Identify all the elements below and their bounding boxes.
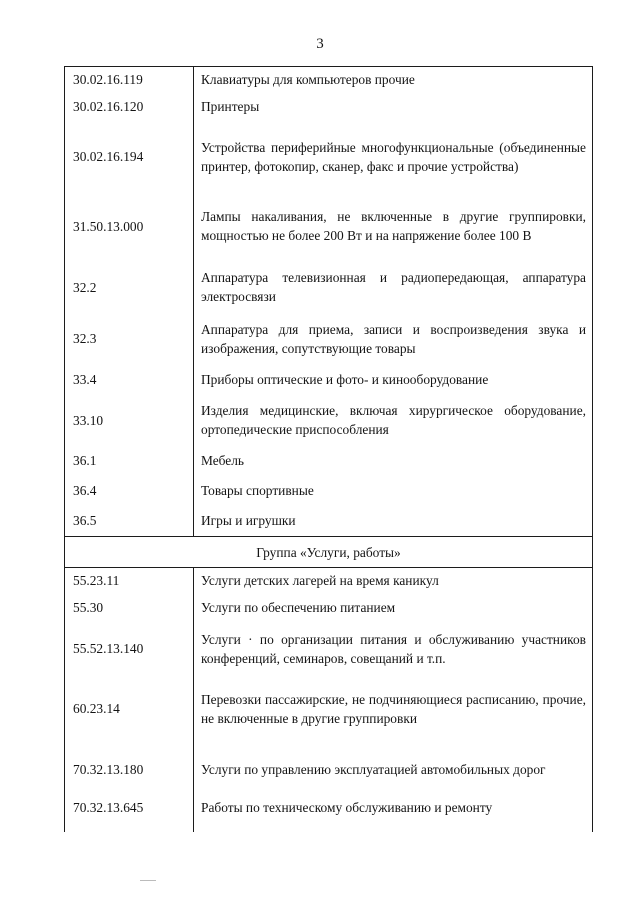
group-title: Группа «Услуги, работы» xyxy=(65,537,593,568)
name-cell: Мебель xyxy=(194,445,593,475)
code-cell: 31.50.13.000 xyxy=(65,191,194,261)
code-cell: 55.52.13.140 xyxy=(65,623,194,674)
code-cell: 36.4 xyxy=(65,475,194,505)
code-cell: 32.3 xyxy=(65,313,194,364)
name-cell: Услуги по управлению эксплуатацией автомобильных дорог xyxy=(194,743,593,795)
code-cell: 33.4 xyxy=(65,364,194,395)
table-row xyxy=(65,592,593,623)
name-cell: Услуги · по организации питания и обслуживанию участников конференций, семинаров, совещаний и т.п. xyxy=(194,623,593,674)
table-row xyxy=(65,475,593,505)
table-row xyxy=(65,445,593,475)
group-header-row xyxy=(65,537,593,568)
name-cell: Перевозки пассажирские, не подчиняющиеся расписанию, прочие, не включенные в другие группировки xyxy=(194,674,593,743)
code-cell: 60.23.14 xyxy=(65,674,194,743)
name-cell: Аппаратура для приема, записи и воспроизведения звука и изображения, сопутствующие товары xyxy=(194,313,593,364)
table-row xyxy=(65,674,593,743)
table-row xyxy=(65,67,593,92)
name-cell: Игры и игрушки xyxy=(194,505,593,537)
name-cell: Лампы накаливания, не включенные в другие группировки, мощностью не более 200 Вт и на напряжение более 100 В xyxy=(194,191,593,261)
table-row xyxy=(65,395,593,445)
name-cell: Приборы оптические и фото- и кинооборудование xyxy=(194,364,593,395)
page-number: 3 xyxy=(316,36,324,52)
name-cell: Товары спортивные xyxy=(194,475,593,505)
name-cell: Работы по техническому обслуживанию и ремонту xyxy=(194,795,593,832)
table-row xyxy=(65,568,593,593)
table-row xyxy=(65,313,593,364)
code-cell: 55.30 xyxy=(65,592,194,623)
table-row xyxy=(65,623,593,674)
code-cell: 32.2 xyxy=(65,261,194,313)
code-cell: 30.02.16.194 xyxy=(65,122,194,191)
name-cell: Изделия медицинские, включая хирургическое оборудование, ортопедические приспособления xyxy=(194,395,593,445)
table-row xyxy=(65,743,593,795)
name-cell: Услуги детских лагерей на время каникул xyxy=(194,568,593,593)
code-cell: 30.02.16.120 xyxy=(65,91,194,122)
scan-artifact xyxy=(140,880,156,881)
code-cell: 70.32.13.180 xyxy=(65,743,194,795)
table-row xyxy=(65,191,593,261)
code-cell: 33.10 xyxy=(65,395,194,445)
name-cell: Аппаратура телевизионная и радиопередающая, аппаратура электросвязи xyxy=(194,261,593,313)
code-cell: 70.32.13.645 xyxy=(65,795,194,832)
table-row xyxy=(65,91,593,122)
code-cell: 30.02.16.119 xyxy=(65,67,194,92)
code-cell: 55.23.11 xyxy=(65,568,194,593)
name-cell: Принтеры xyxy=(194,91,593,122)
table-row xyxy=(65,795,593,832)
code-cell: 36.1 xyxy=(65,445,194,475)
table-row xyxy=(65,261,593,313)
table-row xyxy=(65,122,593,191)
name-cell: Клавиатуры для компьютеров прочие xyxy=(194,67,593,92)
classifier-table xyxy=(64,66,593,832)
name-cell: Устройства периферийные многофункциональные (объединенные принтер, фотокопир, сканер, факс и прочие устройства) xyxy=(194,122,593,191)
name-cell: Услуги по обеспечению питанием xyxy=(194,592,593,623)
code-cell: 36.5 xyxy=(65,505,194,537)
table-row xyxy=(65,505,593,537)
table-row xyxy=(65,364,593,395)
